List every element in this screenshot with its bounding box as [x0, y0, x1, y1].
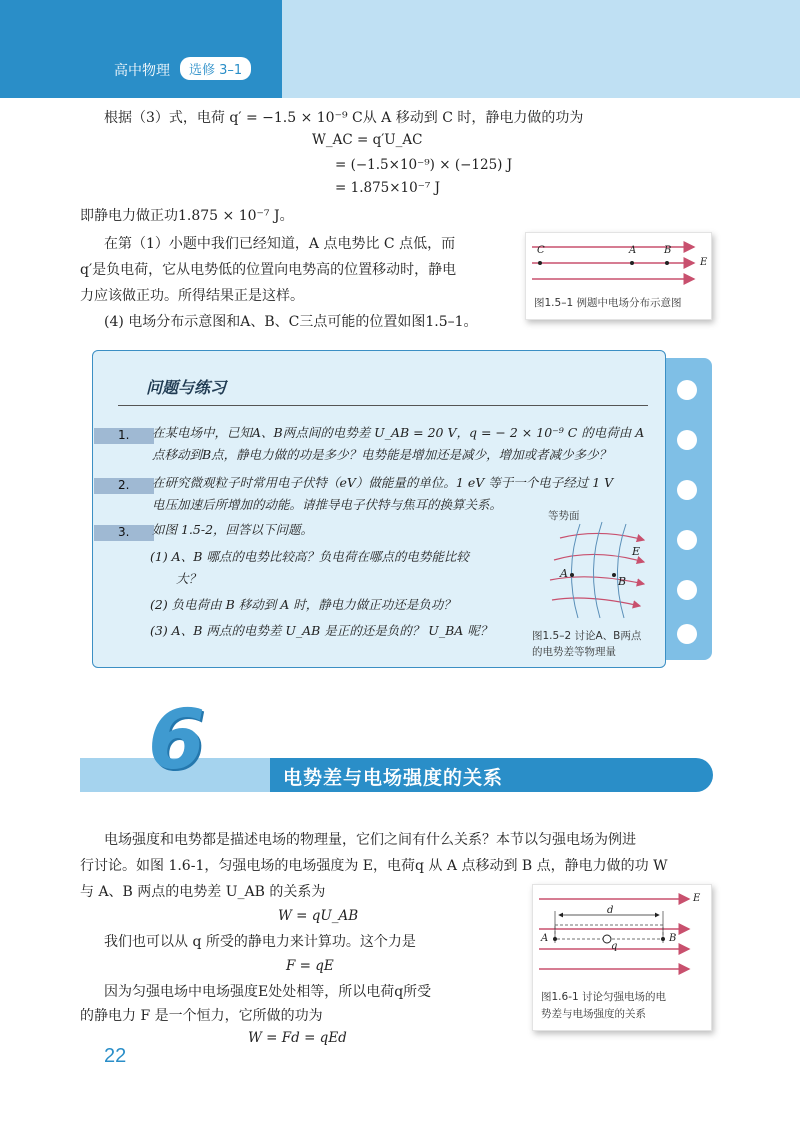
- equation: W = qU_AB: [278, 908, 359, 924]
- sub-question: 大？: [176, 571, 202, 586]
- paragraph-line: 电场强度和电势都是描述电场的物理量，它们之间有什么关系？本节以匀强电场为例进: [104, 832, 636, 848]
- paragraph-line: (4) 电场分布示意图和A、B、C三点可能的位置如图1.5–1。: [104, 314, 478, 330]
- section-number: 6: [148, 693, 206, 788]
- field-line: [554, 554, 644, 562]
- figure-caption: 图1.6-1 讨论匀强电场的电: [541, 991, 667, 1003]
- sub-question: (2) 负电荷由 B 移动到 A 时，静电力做正功还是负功？: [150, 597, 456, 612]
- exercise-line: 在研究微观粒子时常用电子伏特（eV）做能量的单位。1 eV 等于一个电子经过 1 V: [152, 475, 614, 490]
- equipotential-line: [617, 524, 626, 618]
- label-b: B: [664, 245, 672, 256]
- solution-line1: 根据（3）式，电荷 q′ = −1.5 × 10⁻⁹ C从 A 移动到 C 时，静电力做的功为: [104, 110, 584, 126]
- paragraph-line: 的静电力 F 是一个恒力，它所做的功为: [80, 1008, 323, 1024]
- sub-question: (1) A、B 哪点的电势比较高？负电荷在哪点的电势能比较: [150, 549, 469, 564]
- binder-hole: [677, 480, 697, 500]
- label-d: d: [607, 905, 614, 916]
- figure-caption: 势差与电场强度的关系: [541, 1008, 646, 1020]
- paragraph-line: 力应该做正功。所得结果正是这样。: [80, 288, 304, 304]
- equation: W = Fd = qEd: [248, 1030, 347, 1046]
- paragraph-line: 行讨论。如图 1.6-1，匀强电场的电场强度为 E，电荷q 从 A 点移动到 B 点，静电力做的功 W: [80, 858, 668, 874]
- figure-caption: 图1.5–1 例题中电场分布示意图: [534, 297, 682, 309]
- label-c: C: [537, 245, 545, 256]
- point-c: [538, 261, 542, 265]
- field-diagram: [526, 233, 711, 293]
- figure-1-5-1: [525, 232, 712, 320]
- point-b: [665, 261, 669, 265]
- exercise-number: 1.: [118, 428, 130, 442]
- label-a: A: [629, 245, 637, 256]
- paragraph-line: 在第（1）小题中我们已经知道，A 点电势比 C 点低，而: [104, 236, 456, 252]
- binder-hole: [677, 530, 697, 550]
- label-e: E: [632, 545, 641, 558]
- equation-wac: W_AC = q′U_AC: [312, 132, 423, 148]
- equation: F = qE: [286, 958, 334, 974]
- binder-strip: [664, 358, 712, 660]
- header-dark-block: [0, 0, 282, 98]
- binder-hole: [677, 380, 697, 400]
- paragraph-line: 我们也可以从 q 所受的静电力来计算功。这个力是: [104, 934, 416, 950]
- page-number: 22: [104, 1045, 127, 1067]
- exercise-line: 电压加速后所增加的动能。请推导电子伏特与焦耳的换算关系。: [152, 497, 503, 512]
- label-b: B: [618, 575, 627, 588]
- paragraph-line: q′是负电荷，它从电势低的位置向电势高的位置移动时，静电: [80, 262, 457, 278]
- paragraph-line: 与 A、B 两点的电势差 U_AB 的关系为: [80, 884, 326, 900]
- binder-hole: [677, 430, 697, 450]
- label-q: q: [611, 941, 618, 952]
- divider: [118, 405, 648, 406]
- binder-hole: [677, 624, 697, 644]
- paragraph-line: 因为匀强电场中电场强度E处处相等，所以电荷q所受: [104, 984, 432, 1000]
- label-a: A: [560, 567, 568, 580]
- equipotential-line: [593, 522, 602, 618]
- exercise-title: 问题与练习: [146, 378, 227, 397]
- section-title: 电势差与电场强度的关系: [283, 767, 504, 789]
- point-a: [630, 261, 634, 265]
- exercise-number: 3.: [118, 525, 130, 539]
- solution-line2: 即静电力做正功1.875 × 10⁻⁷ J。: [80, 208, 294, 224]
- sub-question: (3) A、B 两点的电势差 U_AB 是正的还是负的？ U_BA 呢？: [150, 623, 493, 638]
- exercise-line: 点移动到B点，静电力做的功是多少？电势能是增加还是减少，增加或者减少多少？: [152, 447, 612, 462]
- figure-caption: 的电势差等物理量: [532, 646, 616, 658]
- label-e: E: [700, 257, 708, 268]
- figure-1-6-1: [532, 884, 712, 1031]
- equipotential-line: [571, 524, 580, 618]
- field-line: [560, 533, 644, 540]
- header-badge: 选修 3–1: [180, 57, 251, 80]
- label-b: B: [669, 933, 677, 944]
- equation-wac-step3: = 1.875×10⁻⁷ J: [335, 180, 440, 196]
- figure-1-5-2-diagram: [540, 520, 652, 620]
- label-e: E: [693, 893, 701, 904]
- header-subject: 高中物理: [114, 63, 170, 79]
- exercise-line: 如图 1.5-2，回答以下问题。: [152, 522, 314, 537]
- charge-q: [603, 935, 611, 943]
- label-a: A: [541, 933, 549, 944]
- point-a: [553, 937, 557, 941]
- point-b: [612, 573, 616, 577]
- point-a: [570, 573, 574, 577]
- binder-hole: [677, 580, 697, 600]
- point-b: [661, 937, 665, 941]
- uniform-field-diagram: [533, 885, 711, 985]
- exercise-line: 在某电场中，已知A、B两点间的电势差 U_AB = 20 V，q = − 2 × 10⁻⁹ C 的电荷由 A: [152, 425, 645, 440]
- label-equipotential: 等势面: [548, 510, 580, 522]
- equation-wac-step2: = (−1.5×10⁻⁹) × (−125) J: [335, 157, 513, 173]
- figure-caption: 图1.5–2 讨论A、B两点: [532, 630, 642, 642]
- exercise-number: 2.: [118, 478, 130, 492]
